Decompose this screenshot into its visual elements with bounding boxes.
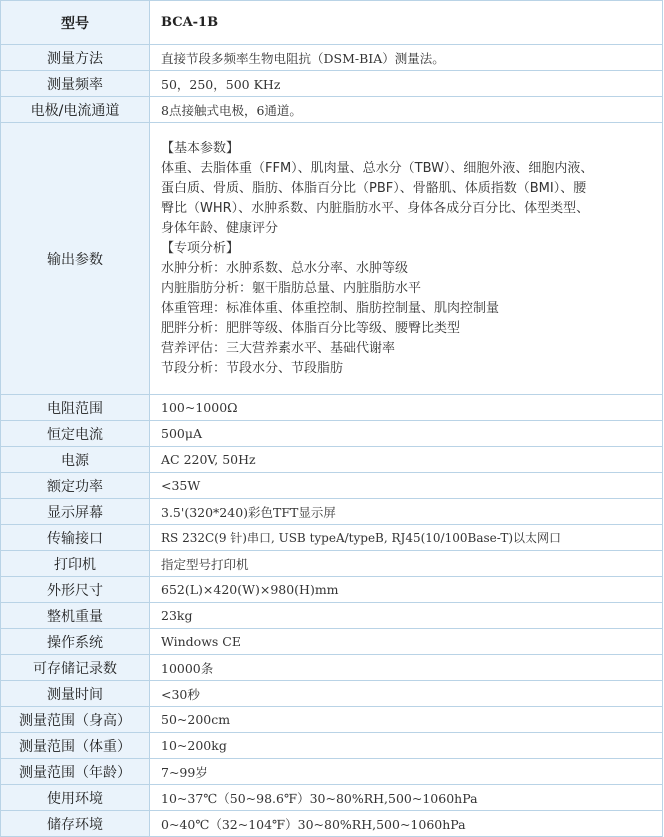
row-value: 100~1000Ω <box>150 395 663 421</box>
table-row <box>1 681 663 707</box>
row-value: 7~99岁 <box>150 759 663 785</box>
row-value: 50，250，500 KHz <box>150 71 663 97</box>
output-params-lines <box>161 139 662 379</box>
table-row <box>1 97 663 123</box>
header-value: BCA-1B <box>150 1 663 45</box>
table-row <box>1 71 663 97</box>
row-value: Windows CE <box>150 629 663 655</box>
row-value: 10~200kg <box>150 733 663 759</box>
row-label: 外形尺寸 <box>1 577 150 603</box>
row-label: 恒定电流 <box>1 421 150 447</box>
output-line: 蛋白质、骨质、脂肪、体脂百分比（PBF）、骨骼肌、体质指数（BMI）、腰 <box>161 180 587 196</box>
row-label: 测量方法 <box>1 45 150 71</box>
row-value: 23kg <box>150 603 663 629</box>
table-row <box>1 785 663 811</box>
table-row <box>1 525 663 551</box>
table-row <box>1 733 663 759</box>
row-value: 10~37℃（50~98.6℉）30~80%RH,500~1060hPa <box>150 785 663 811</box>
row-value: 10000条 <box>150 655 663 681</box>
output-params-value <box>150 123 663 395</box>
output-line: 体重管理：标准体重、体重控制、脂肪控制量、肌肉控制量 <box>161 300 500 316</box>
table-row <box>1 655 663 681</box>
row-value: 3.5'(320*240)彩色TFT显示屏 <box>150 499 663 525</box>
table-row <box>1 577 663 603</box>
table-row <box>1 395 663 421</box>
row-label: 电极/电流通道 <box>1 97 150 123</box>
row-value: 直接节段多频率生物电阻抗（DSM-BIA）测量法。 <box>150 45 663 71</box>
output-line: 【专项分析】 <box>161 240 240 256</box>
row-value: 50~200cm <box>150 707 663 733</box>
output-line: 身体年龄、健康评分 <box>161 220 279 236</box>
table-row <box>1 707 663 733</box>
row-value: 8点接触式电极，6通道。 <box>150 97 663 123</box>
table-row <box>1 551 663 577</box>
row-value: RS 232C(9 针)串口, USB typeA/typeB, RJ45(10/100Base-T)以太网口 <box>150 525 663 551</box>
row-label: 可存储记录数 <box>1 655 150 681</box>
row-label: 测量频率 <box>1 71 150 97</box>
row-label: 测量范围（年龄） <box>1 759 150 785</box>
row-label: 测量范围（体重） <box>1 733 150 759</box>
table-row <box>1 759 663 785</box>
row-value: 652(L)×420(W)×980(H)mm <box>150 577 663 603</box>
output-line: 肥胖分析：肥胖等级、体脂百分比等级、腰臀比类型 <box>161 320 461 336</box>
table-row <box>1 421 663 447</box>
table-row <box>1 499 663 525</box>
row-value: AC 220V, 50Hz <box>150 447 663 473</box>
row-label: 测量时间 <box>1 681 150 707</box>
output-line: 水肿分析：水肿系数、总水分率、水肿等级 <box>161 260 409 276</box>
output-params-row <box>1 123 663 395</box>
row-label: 测量范围（身高） <box>1 707 150 733</box>
output-line: 营养评估：三大营养素水平、基础代谢率 <box>161 340 396 356</box>
table-row <box>1 603 663 629</box>
table-row <box>1 447 663 473</box>
row-value: 0~40℃（32~104℉）30~80%RH,500~1060hPa <box>150 811 663 837</box>
row-label: 额定功率 <box>1 473 150 499</box>
header-label: 型号 <box>1 1 150 45</box>
row-value: 指定型号打印机 <box>150 551 663 577</box>
row-label: 传输接口 <box>1 525 150 551</box>
row-label: 电阻范围 <box>1 395 150 421</box>
table-header-row <box>1 1 663 45</box>
row-label: 使用环境 <box>1 785 150 811</box>
output-line: 节段分析：节段水分、节段脂肪 <box>161 360 344 376</box>
row-label: 操作系统 <box>1 629 150 655</box>
output-line: 内脏脂肪分析：躯干脂肪总量、内脏脂肪水平 <box>161 280 422 296</box>
row-value: 500μA <box>150 421 663 447</box>
row-label: 显示屏幕 <box>1 499 150 525</box>
row-value: <30秒 <box>150 681 663 707</box>
row-value: <35W <box>150 473 663 499</box>
row-label: 电源 <box>1 447 150 473</box>
output-line: 臀比（WHR）、水肿系数、内脏脂肪水平、身体各成分百分比、体型类型、 <box>161 200 590 216</box>
output-line: 体重、去脂体重（FFM）、肌肉量、总水分（TBW）、细胞外液、细胞内液、 <box>161 160 594 176</box>
row-label: 储存环境 <box>1 811 150 837</box>
table-row <box>1 629 663 655</box>
output-line: 【基本参数】 <box>161 140 240 156</box>
row-label: 打印机 <box>1 551 150 577</box>
table-row <box>1 473 663 499</box>
output-params-label: 输出参数 <box>1 123 150 395</box>
table-row <box>1 45 663 71</box>
row-label: 整机重量 <box>1 603 150 629</box>
